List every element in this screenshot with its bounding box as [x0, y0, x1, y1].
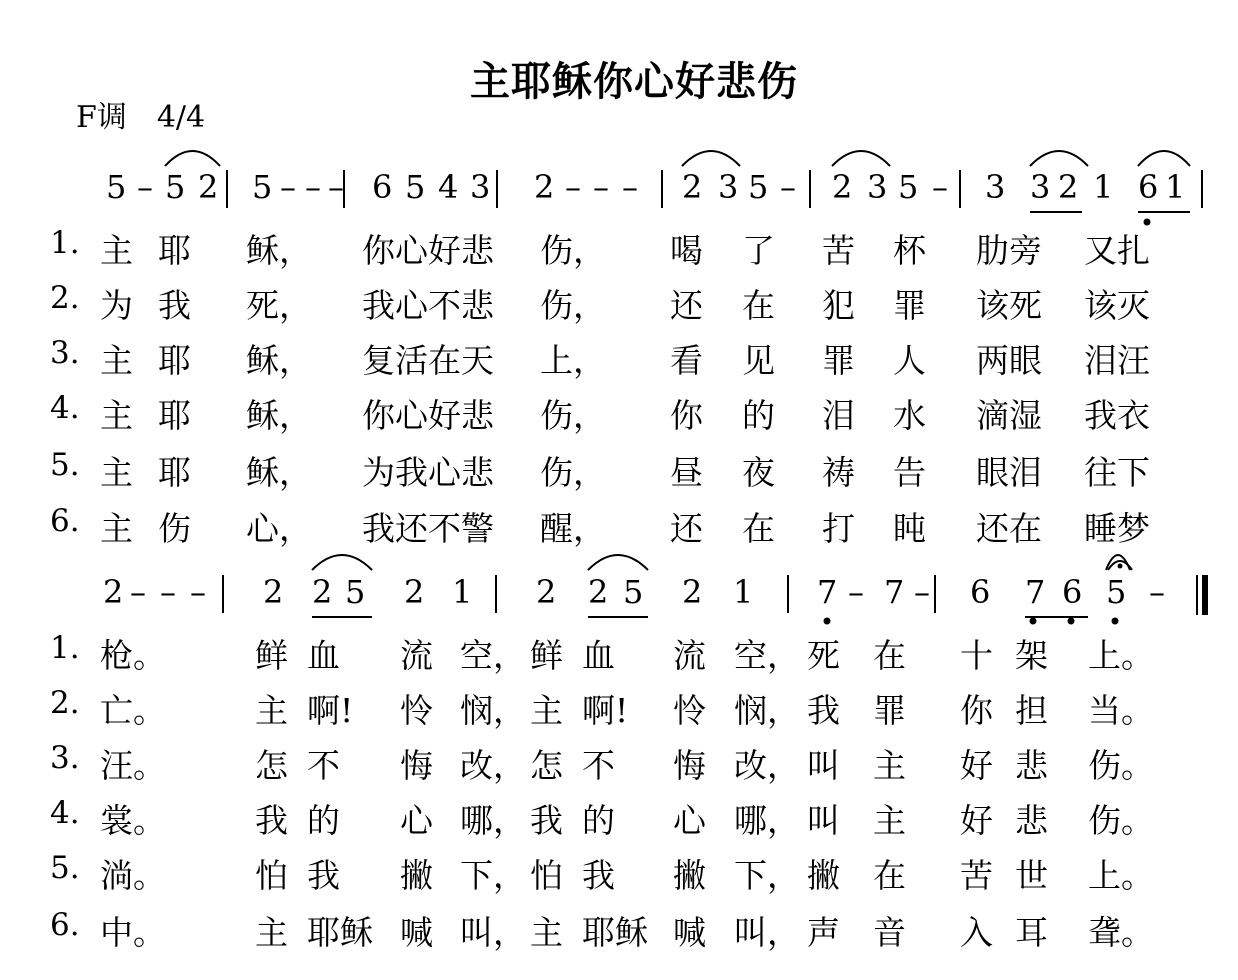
lyric-syllable: 血: [307, 636, 340, 675]
fermata-dot: [1118, 564, 1123, 569]
note: 2: [404, 573, 425, 611]
lyric-syllable: 盹: [893, 509, 926, 548]
lyric-syllable: 怎: [255, 746, 288, 785]
note: 6: [372, 168, 393, 206]
lyric-syllable: 枪。: [100, 636, 166, 675]
lyric-syllable: 叫，: [460, 913, 526, 952]
lyric-syllable: 在: [742, 509, 775, 548]
lyric-syllable: 怜: [673, 691, 706, 730]
lyric-syllable: 中。: [100, 913, 166, 952]
lyric-syllable: 聋。: [1088, 913, 1154, 952]
lyric-syllable: 主: [100, 453, 133, 492]
lyric-syllable: 主: [100, 509, 133, 548]
lyric-syllable: 复活在天: [362, 341, 494, 380]
note: 6: [1138, 168, 1159, 206]
lyric-syllable: 犯: [822, 286, 855, 325]
lyric-syllable: 喝: [670, 231, 703, 270]
lyric-syllable: 往下: [1084, 453, 1150, 492]
song-title: 主耶稣你心好悲伤: [470, 59, 798, 105]
lyric-syllable: 为: [100, 286, 133, 325]
lyric-syllable: 上。: [1088, 856, 1154, 895]
note: 2: [263, 573, 284, 611]
note: 1: [1093, 168, 1114, 206]
note: 1: [1165, 168, 1186, 206]
lyric-syllable: 我衣: [1084, 396, 1150, 435]
lyric-syllable: 怕: [530, 856, 563, 895]
lyric-syllable: 淌。: [100, 856, 166, 895]
lyric-syllable: 我: [158, 286, 191, 325]
dash-note: –: [622, 168, 638, 206]
note: 5: [165, 168, 186, 206]
lyric-syllable: 十: [960, 636, 993, 675]
dash-note: –: [1149, 573, 1165, 611]
lyric-syllable: 撇: [673, 856, 706, 895]
lyric-syllable: 还: [670, 509, 703, 548]
note: 7: [1025, 573, 1046, 611]
dash-note: –: [160, 573, 176, 611]
lyric-syllable: 流: [673, 636, 706, 675]
lyric-syllable: 眼泪: [976, 453, 1042, 492]
lyric-syllable: 主: [255, 913, 288, 952]
note: 5: [748, 168, 769, 206]
octave-dot: [1030, 618, 1037, 625]
lyric-syllable: 喊: [673, 913, 706, 952]
octave-dot: [1112, 618, 1119, 625]
lyric-syllable: 昼: [670, 453, 703, 492]
lyric-syllable: 啊!: [307, 691, 354, 730]
dash-note: –: [565, 168, 581, 206]
lyric-syllable: 好: [960, 746, 993, 785]
lyric-syllable: 我: [530, 801, 563, 840]
lyric-syllable: 流: [400, 636, 433, 675]
verse-number: 2.: [50, 685, 80, 721]
note: 5: [623, 573, 644, 611]
lyric-syllable: 还在: [976, 509, 1042, 548]
lyric-syllable: 泪汪: [1084, 341, 1150, 380]
lyric-syllable: 苦: [822, 231, 855, 270]
lyric-syllable: 音: [873, 913, 906, 952]
note: 5: [405, 168, 426, 206]
dash-note: –: [190, 573, 206, 611]
slur: [1030, 151, 1088, 166]
lyric-syllable: 主: [255, 691, 288, 730]
lyric-syllable: 心: [673, 801, 706, 840]
lyric-syllable: 耶: [158, 396, 191, 435]
dash-note: –: [593, 168, 609, 206]
lyric-syllable: 心: [400, 801, 433, 840]
lyric-syllable: 汪。: [100, 746, 166, 785]
lyric-syllable: 我: [255, 801, 288, 840]
lyric-syllable: 主: [530, 913, 563, 952]
lyric-syllable: 你心好悲: [362, 396, 494, 435]
octave-dot: [1068, 618, 1075, 625]
slur: [832, 151, 890, 166]
lyric-syllable: 好: [960, 801, 993, 840]
verse-number: 6.: [50, 503, 80, 539]
lyric-syllable: 叫: [807, 801, 840, 840]
lyric-syllable: 悯，: [734, 691, 800, 730]
verse-number: 4.: [50, 390, 80, 426]
lyric-syllable: 鲜: [255, 636, 288, 675]
lyric-syllable: 夜: [742, 453, 775, 492]
lyric-syllable: 撇: [400, 856, 433, 895]
lyric-syllable: 主: [100, 396, 133, 435]
lyric-syllable: 悔: [673, 746, 706, 785]
lyric-syllable: 主: [873, 801, 906, 840]
lyric-syllable: 架: [1015, 636, 1048, 675]
note: 6: [970, 573, 991, 611]
lyric-syllable: 的: [307, 801, 340, 840]
lyric-syllable: 叫: [807, 746, 840, 785]
note: 3: [985, 168, 1006, 206]
lyric-syllable: 悔: [400, 746, 433, 785]
lyric-syllable: 当。: [1088, 691, 1154, 730]
lyric-syllable: 不: [307, 746, 340, 785]
note: 3: [718, 168, 739, 206]
note: 2: [534, 168, 555, 206]
lyric-syllable: 我: [807, 691, 840, 730]
lyric-syllable: 你: [960, 691, 993, 730]
lyric-syllable: 悯，: [460, 691, 526, 730]
lyric-syllable: 悲: [1015, 746, 1048, 785]
lyric-syllable: 我: [582, 856, 615, 895]
octave-dot: [824, 618, 831, 625]
lyric-syllable: 两眼: [976, 341, 1042, 380]
dash-note: –: [280, 168, 296, 206]
lyric-syllable: 撇: [807, 856, 840, 895]
lyric-syllable: 死，: [246, 286, 312, 325]
verse-number: 1.: [50, 630, 80, 666]
lyric-syllable: 我心不悲: [362, 286, 494, 325]
lyric-syllable: 上，: [540, 341, 606, 380]
dash-note: –: [328, 168, 344, 206]
lyric-syllable: 伤，: [540, 453, 606, 492]
verse-number: 4.: [50, 795, 80, 831]
key-signature: F调 4/4: [76, 100, 206, 135]
lyric-syllable: 伤，: [540, 286, 606, 325]
lyric-syllable: 罪: [893, 286, 926, 325]
lyric-syllable: 主: [530, 691, 563, 730]
verse-number: 3.: [50, 740, 80, 776]
dash-note: –: [305, 168, 321, 206]
verse-number: 5.: [50, 850, 80, 886]
note: 1: [452, 573, 473, 611]
lyric-syllable: 不: [582, 746, 615, 785]
lyric-syllable: 喊: [400, 913, 433, 952]
dash-note: –: [137, 168, 153, 206]
lyric-syllable: 主: [100, 231, 133, 270]
lyric-syllable: 耶稣: [582, 913, 648, 952]
lyric-syllable: 耶稣: [307, 913, 373, 952]
note: 5: [106, 168, 127, 206]
lyric-syllable: 哪，: [460, 801, 526, 840]
lyric-syllable: 祷: [822, 453, 855, 492]
lyric-syllable: 鲜: [530, 636, 563, 675]
lyric-syllable: 伤: [158, 509, 191, 548]
note: 5: [345, 573, 366, 611]
lyric-syllable: 伤。: [1088, 746, 1154, 785]
lyric-syllable: 在: [873, 856, 906, 895]
lyric-syllable: 稣，: [246, 396, 312, 435]
lyric-syllable: 罪: [822, 341, 855, 380]
note: 3: [867, 168, 888, 206]
lyric-syllable: 苦: [960, 856, 993, 895]
lyric-syllable: 睡梦: [1084, 509, 1150, 548]
lyric-syllable: 声: [807, 913, 840, 952]
lyric-syllable: 耶: [158, 453, 191, 492]
dash-note: –: [932, 168, 948, 206]
slur: [1138, 151, 1190, 166]
slur: [682, 151, 740, 166]
lyric-syllable: 主: [100, 341, 133, 380]
note: 2: [832, 168, 853, 206]
lyric-syllable: 伤。: [1088, 801, 1154, 840]
lyric-syllable: 裳。: [100, 801, 166, 840]
slur: [165, 151, 220, 166]
lyric-syllable: 上。: [1088, 636, 1154, 675]
note: 5: [1106, 573, 1127, 611]
lyric-syllable: 下，: [734, 856, 800, 895]
lyric-syllable: 你: [670, 396, 703, 435]
note: 7: [884, 573, 905, 611]
note: 4: [438, 168, 459, 206]
note: 2: [198, 168, 219, 206]
lyric-syllable: 罪: [873, 691, 906, 730]
dash-note: –: [130, 573, 146, 611]
lyric-syllable: 人: [893, 341, 926, 380]
lyric-syllable: 醒，: [540, 509, 606, 548]
lyric-syllable: 死: [807, 636, 840, 675]
lyric-syllable: 耶: [158, 341, 191, 380]
lyric-syllable: 主: [873, 746, 906, 785]
note: 2: [312, 573, 333, 611]
lyric-syllable: 还: [670, 286, 703, 325]
note: 2: [103, 573, 124, 611]
lyric-syllable: 告: [893, 453, 926, 492]
lyric-syllable: 了: [742, 231, 775, 270]
lyric-syllable: 伤，: [540, 396, 606, 435]
note: 3: [470, 168, 491, 206]
lyric-syllable: 稣，: [246, 231, 312, 270]
lyric-syllable: 该死: [976, 286, 1042, 325]
lyric-syllable: 你心好悲: [362, 231, 494, 270]
verse-number: 5.: [50, 447, 80, 483]
note: 1: [733, 573, 754, 611]
lyric-syllable: 哪，: [734, 801, 800, 840]
note: 5: [898, 168, 919, 206]
lyric-syllable: 看: [670, 341, 703, 380]
lyric-syllable: 耶: [158, 231, 191, 270]
lyric-syllable: 世: [1015, 856, 1048, 895]
lyric-syllable: 啊!: [582, 691, 629, 730]
lyric-syllable: 我还不警: [362, 509, 494, 548]
lyric-syllable: 稣，: [246, 453, 312, 492]
verse-number: 3.: [50, 335, 80, 371]
verse-number: 2.: [50, 280, 80, 316]
lyric-syllable: 杯: [893, 231, 926, 270]
lyric-syllable: 泪: [822, 396, 855, 435]
note: 5: [252, 168, 273, 206]
lyric-syllable: 怎: [530, 746, 563, 785]
lyric-syllable: 肋旁: [976, 231, 1042, 270]
lyric-syllable: 稣，: [246, 341, 312, 380]
slur: [588, 555, 648, 570]
lyric-syllable: 伤，: [540, 231, 606, 270]
note: 2: [536, 573, 557, 611]
lyric-syllable: 叫，: [734, 913, 800, 952]
verse-number: 1.: [50, 225, 80, 261]
note: 2: [588, 573, 609, 611]
dash-note: –: [848, 573, 864, 611]
lyric-syllable: 为我心悲: [362, 453, 494, 492]
lyric-syllable: 下，: [460, 856, 526, 895]
lyric-syllable: 耳: [1015, 913, 1048, 952]
lyric-syllable: 怕: [255, 856, 288, 895]
lyric-syllable: 的: [582, 801, 615, 840]
lyric-syllable: 改，: [460, 746, 526, 785]
lyric-syllable: 该灭: [1084, 286, 1150, 325]
lyric-syllable: 我: [307, 856, 340, 895]
lyric-syllable: 空，: [460, 636, 526, 675]
lyric-syllable: 血: [582, 636, 615, 675]
verse-number: 6.: [50, 907, 80, 943]
lyric-syllable: 怜: [400, 691, 433, 730]
note: 3: [1030, 168, 1051, 206]
lyric-syllable: 打: [822, 509, 855, 548]
lyric-syllable: 在: [873, 636, 906, 675]
lyric-syllable: 见: [742, 341, 775, 380]
lyric-syllable: 的: [742, 396, 775, 435]
note: 7: [817, 573, 838, 611]
dash-note: –: [914, 573, 930, 611]
lyric-syllable: 悲: [1015, 801, 1048, 840]
dash-note: –: [780, 168, 796, 206]
note: 6: [1062, 573, 1083, 611]
lyric-syllable: 滴湿: [976, 396, 1042, 435]
slur: [312, 555, 372, 570]
lyric-syllable: 在: [742, 286, 775, 325]
lyric-syllable: 心，: [246, 509, 312, 548]
lyric-syllable: 担: [1015, 691, 1048, 730]
lyric-syllable: 空，: [734, 636, 800, 675]
note: 2: [682, 168, 703, 206]
note: 2: [682, 573, 703, 611]
note: 2: [1058, 168, 1079, 206]
lyric-syllable: 改，: [734, 746, 800, 785]
lyric-syllable: 又扎: [1084, 231, 1150, 270]
lyric-syllable: 水: [893, 396, 926, 435]
lyric-syllable: 亡。: [100, 691, 166, 730]
lyric-syllable: 入: [960, 913, 993, 952]
